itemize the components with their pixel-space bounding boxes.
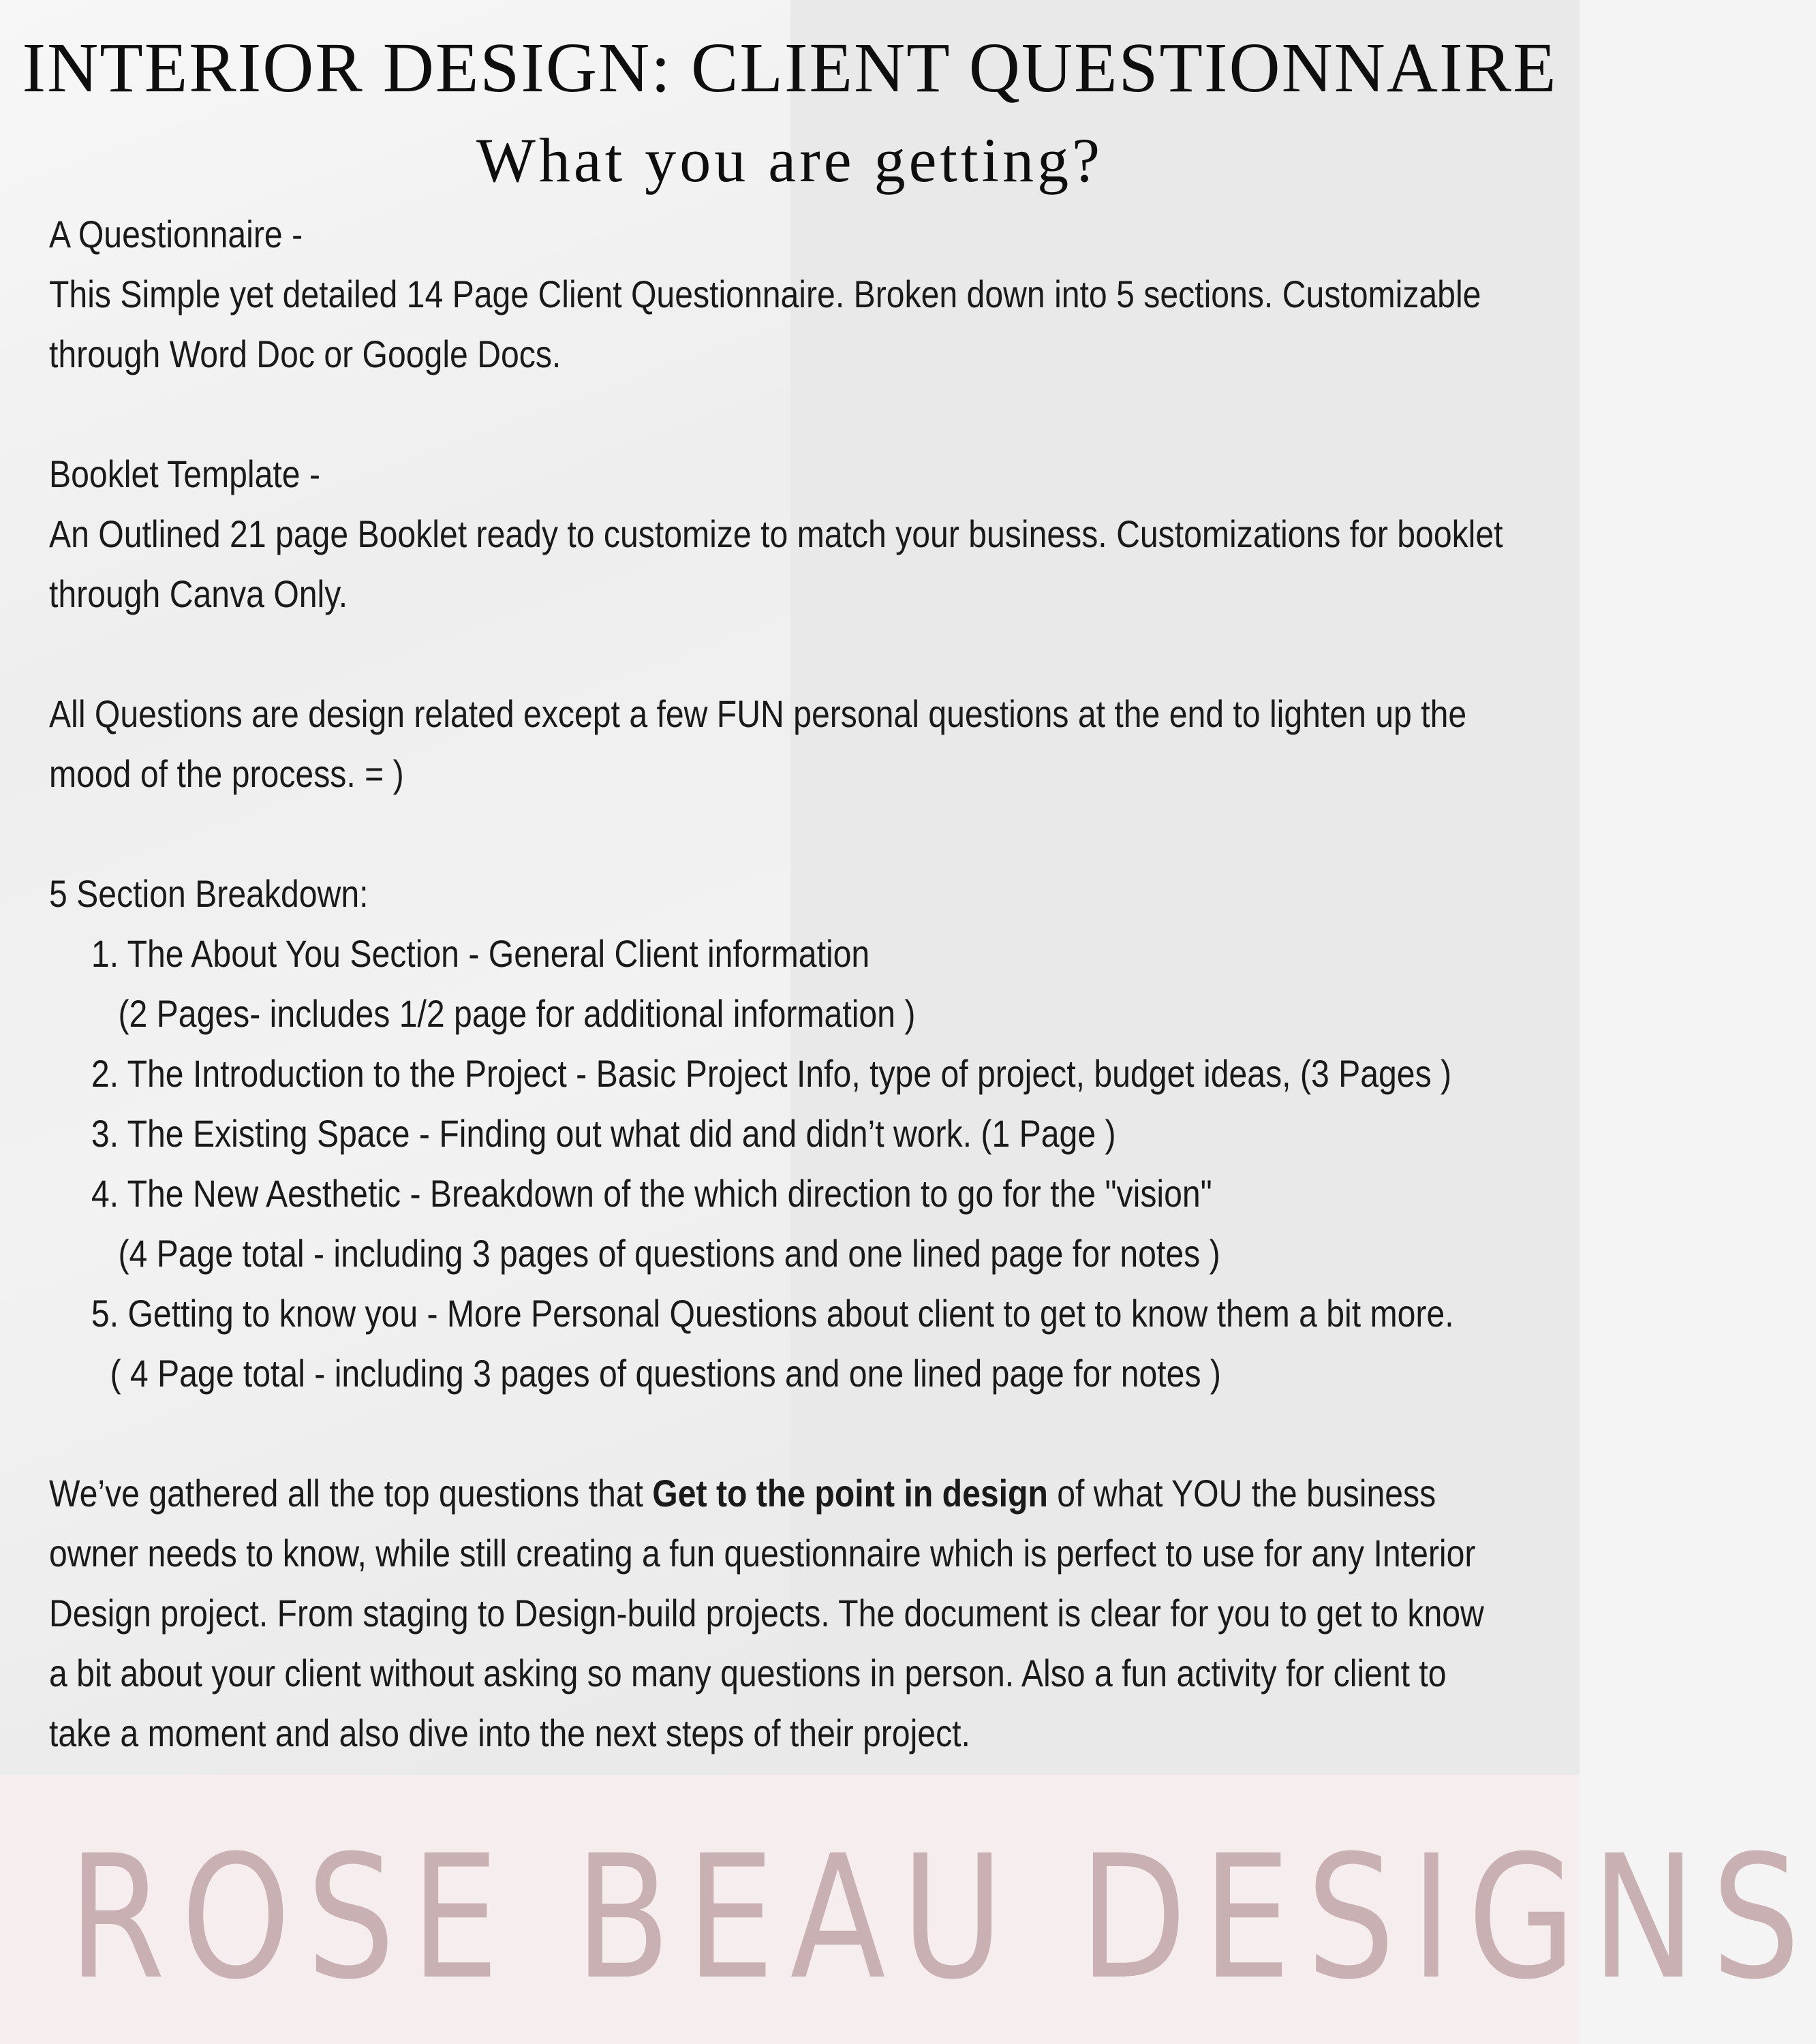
booklet-heading: Booklet Template - xyxy=(49,452,320,495)
summary-text-line xyxy=(49,1464,1555,1523)
section-item-detail: ( 4 Page total - including 3 pages of questions and one lined page for notes ) xyxy=(110,1352,1221,1395)
page-title: INTERIOR DESIGN: CLIENT QUESTIONNAIRE xyxy=(22,29,1558,107)
summary-emphasis: Get to the point in design xyxy=(652,1472,1048,1515)
summary-text-line: a bit about your client without asking so many questions in person. Also a fun activity for client to xyxy=(49,1652,1447,1694)
summary-text-line: take a moment and also dive into the next steps of their project. xyxy=(49,1712,970,1754)
section-item: 1. The About You Section - General Client information xyxy=(91,932,870,975)
summary-text-line: owner needs to know, while still creating a fun questionnaire which is perfect to use for any Interior xyxy=(49,1532,1476,1575)
booklet-text-line: through Canva Only. xyxy=(49,572,348,615)
document-body xyxy=(49,204,1503,1763)
section-item-detail: (2 Pages- includes 1/2 page for additional information ) xyxy=(118,992,916,1035)
section-item-detail: (4 Page total - including 3 pages of questions and one lined page for notes ) xyxy=(118,1232,1220,1275)
page-subtitle: What you are getting? xyxy=(476,125,1103,195)
summary-text-line: Design project. From staging to Design-build projects. The document is clear for you to get to know xyxy=(49,1592,1484,1635)
questionnaire-text-line: through Word Doc or Google Docs. xyxy=(49,332,561,375)
section-item: 3. The Existing Space - Finding out what did and didn’t work. (1 Page ) xyxy=(91,1112,1116,1155)
questionnaire-heading: A Questionnaire - xyxy=(49,213,303,256)
summary-text: We’ve gathered all the top questions that xyxy=(49,1472,653,1515)
section-item: 2. The Introduction to the Project - Basic Project Info, type of project, budget ideas, (3 Pages ) xyxy=(91,1052,1452,1095)
sections-heading: 5 Section Breakdown: xyxy=(49,872,369,915)
note-text-line: mood of the process. = ) xyxy=(49,752,404,795)
note-text-line: All Questions are design related except a few FUN personal questions at the end to lighten up the xyxy=(49,692,1467,735)
questionnaire-text-line: This Simple yet detailed 14 Page Client Questionnaire. Broken down into 5 sections. Customizable xyxy=(49,273,1481,315)
section-item: 4. The New Aesthetic - Breakdown of the which direction to go for the "vision" xyxy=(91,1172,1212,1215)
brand-logo-text: ROSE BEAU DESIGNS xyxy=(68,1818,1816,2017)
booklet-text-line: An Outlined 21 page Booklet ready to customize to match your business. Customizations for booklet xyxy=(49,512,1503,555)
section-item: 5. Getting to know you - More Personal Questions about client to get to know them a bit more. xyxy=(91,1292,1454,1335)
summary-text: of what YOU the business xyxy=(1047,1472,1436,1515)
